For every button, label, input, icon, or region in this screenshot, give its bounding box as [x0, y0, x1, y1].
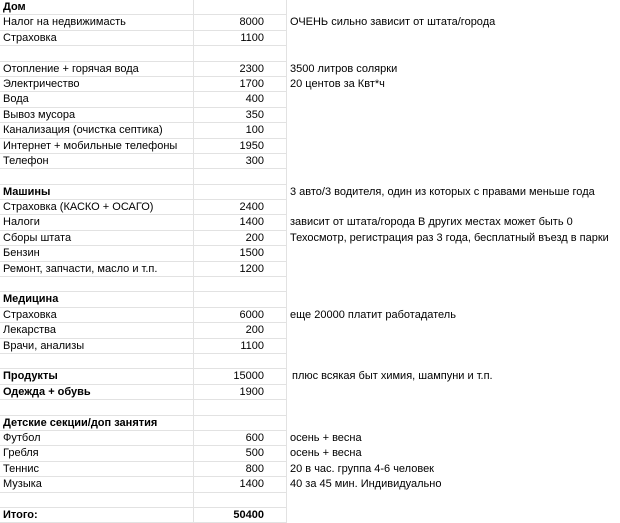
- item-label-cell[interactable]: Итого:: [0, 508, 194, 523]
- note-cell[interactable]: [287, 416, 620, 431]
- table-row: [0, 62, 620, 77]
- amount-cell[interactable]: 2400: [194, 200, 287, 215]
- table-row: [0, 123, 620, 138]
- table-row: [0, 246, 620, 261]
- amount-cell[interactable]: [194, 416, 287, 431]
- table-row: [0, 493, 620, 508]
- amount-cell[interactable]: [194, 400, 287, 415]
- note-cell[interactable]: [287, 108, 620, 123]
- note-cell[interactable]: [287, 200, 620, 215]
- note-cell[interactable]: 40 за 45 мин. Индивидуально: [290, 478, 442, 491]
- item-label-cell[interactable]: Гребля: [0, 446, 194, 461]
- amount-cell[interactable]: 15000: [194, 369, 287, 384]
- note-cell[interactable]: 20 центов за Квт*ч: [290, 77, 385, 90]
- amount-cell[interactable]: 2300: [194, 62, 287, 77]
- item-label-cell[interactable]: [0, 46, 194, 61]
- item-label-cell[interactable]: Страховка: [0, 31, 194, 46]
- amount-cell[interactable]: 1400: [194, 477, 287, 492]
- table-row: [0, 185, 620, 200]
- table-row: [0, 46, 620, 61]
- amount-cell[interactable]: 200: [194, 323, 287, 338]
- item-label-cell[interactable]: Налоги: [0, 215, 194, 230]
- item-label-cell[interactable]: Телефон: [0, 154, 194, 169]
- note-cell[interactable]: [287, 0, 620, 15]
- note-cell[interactable]: 20 в час. группа 4-6 человек: [290, 462, 434, 475]
- table-row: [0, 108, 620, 123]
- amount-cell[interactable]: 50400: [194, 508, 287, 523]
- item-label-cell[interactable]: Продукты: [0, 369, 194, 384]
- amount-cell[interactable]: 800: [194, 462, 287, 477]
- note-cell[interactable]: плюс всякая быт химия, шампуни и т.п.: [292, 370, 493, 383]
- item-label-cell[interactable]: Сборы штата: [0, 231, 194, 246]
- note-cell[interactable]: [287, 169, 620, 184]
- table-row: [0, 139, 620, 154]
- table-row: [0, 308, 620, 323]
- amount-cell[interactable]: [194, 354, 287, 369]
- item-label-cell[interactable]: Одежда + обувь: [0, 385, 194, 400]
- note-cell[interactable]: осень + весна: [290, 431, 362, 444]
- table-row: [0, 0, 620, 15]
- note-cell[interactable]: [287, 354, 620, 369]
- note-cell[interactable]: 3500 литров солярки: [290, 62, 398, 75]
- note-cell[interactable]: еще 20000 платит работадатель: [290, 308, 456, 321]
- table-row: [0, 292, 620, 307]
- amount-cell[interactable]: 200: [194, 231, 287, 246]
- table-row: [0, 200, 620, 215]
- item-label-cell[interactable]: Электричество: [0, 77, 194, 92]
- item-label-cell[interactable]: [0, 169, 194, 184]
- item-label-cell[interactable]: Страховка: [0, 308, 194, 323]
- item-label-cell[interactable]: Медицина: [0, 292, 194, 307]
- amount-cell[interactable]: 1100: [194, 31, 287, 46]
- table-row: [0, 15, 620, 30]
- table-row: [0, 277, 620, 292]
- table-row: [0, 215, 620, 230]
- item-label-cell[interactable]: Вывоз мусора: [0, 108, 194, 123]
- table-row: [0, 154, 620, 169]
- item-label-cell[interactable]: Машины: [0, 185, 194, 200]
- amount-cell[interactable]: 1700: [194, 77, 287, 92]
- amount-cell[interactable]: [194, 46, 287, 61]
- note-cell[interactable]: [287, 385, 620, 400]
- table-row: [0, 385, 620, 400]
- note-cell[interactable]: 3 авто/3 водителя, один из которых с правами меньше года: [290, 185, 595, 198]
- note-cell[interactable]: [287, 154, 620, 169]
- amount-cell[interactable]: [194, 169, 287, 184]
- note-cell[interactable]: [287, 262, 620, 277]
- note-cell[interactable]: [287, 92, 620, 107]
- item-label-cell[interactable]: [0, 493, 194, 508]
- note-cell[interactable]: [287, 139, 620, 154]
- table-row: [0, 323, 620, 338]
- amount-cell[interactable]: 500: [194, 446, 287, 461]
- item-label-cell[interactable]: Интернет + мобильные телефоны: [0, 139, 194, 154]
- table-row: [0, 416, 620, 431]
- item-label-cell[interactable]: Налог на недвижимасть: [0, 15, 194, 30]
- amount-cell[interactable]: 1900: [194, 385, 287, 400]
- item-label-cell[interactable]: [0, 277, 194, 292]
- table-row: [0, 339, 620, 354]
- amount-cell[interactable]: [194, 0, 287, 15]
- table-row: [0, 446, 620, 461]
- item-label-cell[interactable]: Отопление + горячая вода: [0, 62, 194, 77]
- item-label-cell[interactable]: Футбол: [0, 431, 194, 446]
- note-cell[interactable]: [287, 400, 620, 415]
- item-label-cell[interactable]: Музыка: [0, 477, 194, 492]
- note-cell[interactable]: ОЧЕНЬ сильно зависит от штата/города: [290, 16, 496, 29]
- item-label-cell[interactable]: Дом: [0, 0, 194, 15]
- table-row: [0, 169, 620, 184]
- amount-cell[interactable]: [194, 493, 287, 508]
- table-row: [0, 77, 620, 92]
- note-cell[interactable]: [287, 339, 620, 354]
- table-row: [0, 231, 620, 246]
- note-cell[interactable]: [287, 277, 620, 292]
- amount-cell[interactable]: 1950: [194, 139, 287, 154]
- item-label-cell[interactable]: [0, 400, 194, 415]
- note-cell[interactable]: осень + весна: [290, 447, 362, 460]
- table-row: [0, 31, 620, 46]
- note-cell[interactable]: [287, 31, 620, 46]
- note-cell[interactable]: [287, 508, 620, 523]
- amount-cell[interactable]: [194, 185, 287, 200]
- item-label-cell[interactable]: Теннис: [0, 462, 194, 477]
- item-label-cell[interactable]: [0, 354, 194, 369]
- note-cell[interactable]: [287, 46, 620, 61]
- note-cell[interactable]: Техосмотр, регистрация раз 3 года, бесплатный въезд в парки: [290, 231, 609, 244]
- item-label-cell[interactable]: Ремонт, запчасти, масло и т.п.: [0, 262, 194, 277]
- amount-cell[interactable]: [194, 292, 287, 307]
- table-row: [0, 262, 620, 277]
- item-label-cell[interactable]: Бензин: [0, 246, 194, 261]
- item-label-cell[interactable]: Канализация (очистка септика): [0, 123, 194, 138]
- amount-cell[interactable]: 1500: [194, 246, 287, 261]
- amount-cell[interactable]: 1200: [194, 262, 287, 277]
- table-row: [0, 431, 620, 446]
- note-cell[interactable]: [287, 493, 620, 508]
- amount-cell[interactable]: 1400: [194, 215, 287, 230]
- amount-cell[interactable]: [194, 277, 287, 292]
- amount-cell[interactable]: 1100: [194, 339, 287, 354]
- amount-cell[interactable]: 300: [194, 154, 287, 169]
- amount-cell[interactable]: 400: [194, 92, 287, 107]
- amount-cell[interactable]: 6000: [194, 308, 287, 323]
- note-cell[interactable]: [287, 123, 620, 138]
- amount-cell[interactable]: 100: [194, 123, 287, 138]
- amount-cell[interactable]: 600: [194, 431, 287, 446]
- table-row: [0, 92, 620, 107]
- table-row: [0, 462, 620, 477]
- note-cell[interactable]: [287, 323, 620, 338]
- item-label-cell[interactable]: Врачи, анализы: [0, 339, 194, 354]
- amount-cell[interactable]: 350: [194, 108, 287, 123]
- table-row: [0, 477, 620, 492]
- note-cell[interactable]: зависит от штата/города В других местах может быть 0: [290, 216, 573, 229]
- table-row: [0, 369, 620, 384]
- item-label-cell[interactable]: Вода: [0, 92, 194, 107]
- table-row: [0, 400, 620, 415]
- item-label-cell[interactable]: Лекарства: [0, 323, 194, 338]
- amount-cell[interactable]: 8000: [194, 15, 287, 30]
- note-cell[interactable]: [287, 246, 620, 261]
- note-cell[interactable]: [287, 292, 620, 307]
- table-row: [0, 354, 620, 369]
- item-label-cell[interactable]: Страховка (КАСКО + ОСАГО): [0, 200, 194, 215]
- item-label-cell[interactable]: Детские секции/доп занятия: [0, 416, 194, 431]
- table-row: [0, 508, 620, 523]
